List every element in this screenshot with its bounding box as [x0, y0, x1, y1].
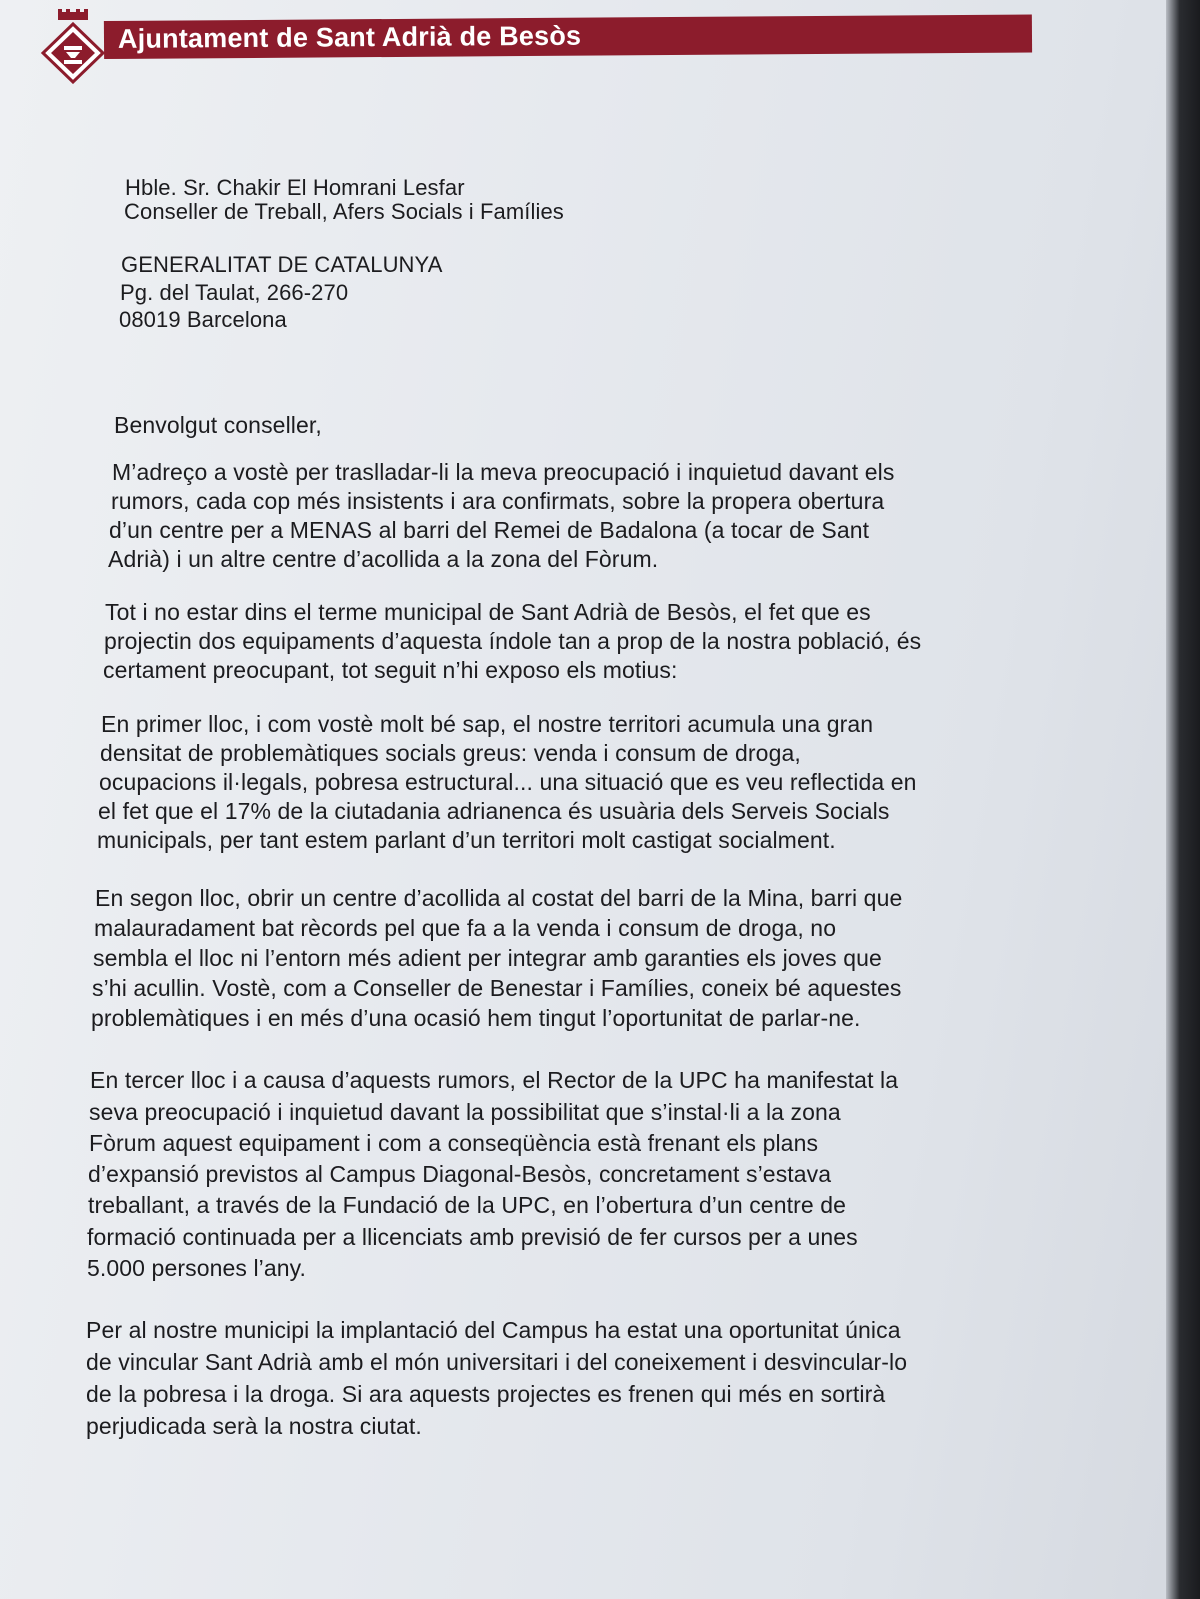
paragraph-line: sembla el lloc ni l’entorn més adient per integrar amb garanties els joves que — [93, 945, 882, 971]
paragraph-line: rumors, cada cop més insistents i ara confirmats, sobre la propera obertura — [111, 488, 885, 514]
paragraph-line: densitat de problemàtiques socials greus: venda i consum de droga, — [100, 740, 801, 766]
paragraph-line: el fet que el 17% de la ciutadania adrianenca és usuària dels Serveis Socials — [98, 798, 890, 824]
paragraph-line: perjudicada serà la nostra ciutat. — [86, 1413, 422, 1439]
recipient-role: Conseller de Treball, Afers Socials i Famílies — [124, 199, 564, 224]
paragraph-line: municipals, per tant estem parlant d’un territori molt castigat socialment. — [97, 827, 836, 853]
paragraph-line: de la pobresa i la droga. Si ara aquests projectes es frenen qui més en sortirà — [86, 1381, 886, 1407]
paragraph-line: ocupacions il·legals, pobresa estructural... una situació que es veu reflectida en — [99, 769, 917, 795]
address-line: Pg. del Taulat, 266-270 — [120, 280, 349, 305]
paragraph-line: d’un centre per a MENAS al barri del Remei de Badalona (a tocar de Sant — [109, 517, 870, 543]
paragraph-line: d’expansió previstos al Campus Diagonal-Besòs, concretament s’estava — [88, 1161, 832, 1187]
recipient-name: Hble. Sr. Chakir El Homrani Lesfar — [125, 175, 465, 200]
paragraph-line: En primer lloc, i com vostè molt bé sap, el nostre territori acumula una gran — [101, 711, 874, 737]
paragraph-line: Per al nostre municipi la implantació del Campus ha estat una oportunitat única — [86, 1317, 901, 1343]
paragraph-line: projectin dos equipaments d’aquesta índole tan a prop de la nostra població, és — [104, 628, 922, 654]
paragraph-line: malauradament bat rècords pel que fa a la venda i consum de droga, no — [94, 915, 837, 941]
salutation: Benvolgut conseller, — [114, 412, 322, 438]
paragraph-line: problemàtiques i en més d’una ocasió hem tingut l’oportunitat de parlar-ne. — [91, 1005, 861, 1031]
paragraph-line: Adrià) i un altre centre d’acollida a la zona del Fòrum. — [108, 546, 659, 572]
paragraph-line: En tercer lloc i a causa d’aquests rumors, el Rector de la UPC ha manifestat la — [90, 1067, 899, 1093]
paragraph-line: Fòrum aquest equipament i com a conseqüència està frenant els plans — [89, 1130, 819, 1156]
paragraph-line: treballant, a través de la Fundació de la UPC, en l’obertura d’un centre de — [88, 1192, 846, 1218]
page-edge-shadow — [1166, 0, 1200, 1599]
paragraph-line: En segon lloc, obrir un centre d’acollida al costat del barri de la Mina, barri que — [95, 885, 903, 911]
address-line: 08019 Barcelona — [119, 307, 287, 332]
paragraph-line: s’hi acullin. Vostè, com a Conseller de Benestar i Famílies, coneix bé aquestes — [92, 975, 902, 1001]
paragraph-line: certament preocupant, tot seguit n’hi exposo els motius: — [103, 657, 678, 683]
header-title: Ajuntament de Sant Adrià de Besòs — [117, 20, 582, 54]
paragraph-line: seva preocupació i inquietud davant la possibilitat que s’instal·li a la zona — [89, 1099, 841, 1125]
paragraph-line: Tot i no estar dins el terme municipal de Sant Adrià de Besòs, el fet que es — [105, 599, 871, 625]
paragraph-line: de vincular Sant Adrià amb el món universitari i del coneixement i desvincular-lo — [86, 1349, 908, 1375]
address-line: GENERALITAT DE CATALUNYA — [121, 252, 443, 277]
paragraph-line: formació continuada per a llicenciats amb previsió de fer cursos per a unes — [87, 1224, 858, 1250]
paragraph-line: 5.000 persones l’any. — [87, 1255, 307, 1281]
paragraph-line: M’adreço a vostè per traslladar-li la meva preocupació i inquietud davant els — [112, 459, 895, 485]
